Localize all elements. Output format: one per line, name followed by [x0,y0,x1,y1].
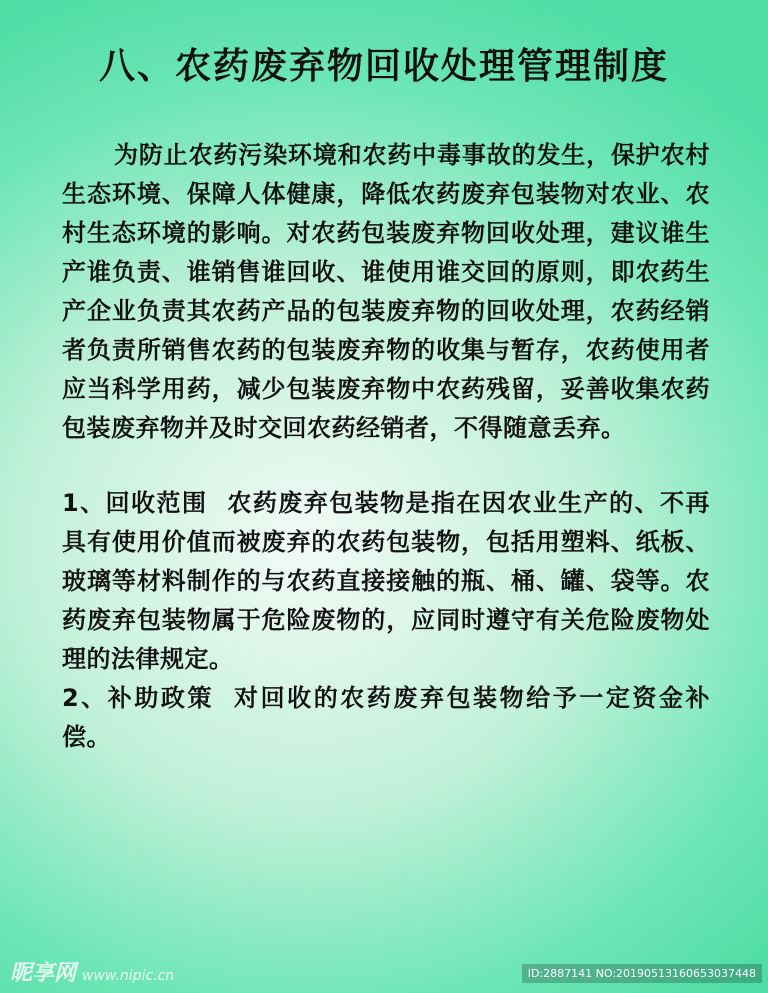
watermark-logo-text: 昵享网 [10,961,77,986]
section-heading: 1、回收范围 [62,489,208,517]
section-recycling-scope [62,484,710,679]
document-title: 八、农药废弃物回收处理管理制度 [98,46,669,87]
watermark-id: ID:2887141 NO:20190513160653037448 [522,964,762,983]
document-body [62,136,710,757]
section-heading: 2、补助政策 [62,684,215,712]
section-text: 农药废弃包装物是指在因农业生产的、不再具有使用价值而被废弃的农药包装物，包括用塑料、纸板、玻璃等材料制作的与农药直接接触的瓶、桶、罐、袋等。农药废弃包装物属于危险废物的，应同时遵守有关危险废物处理的法律规定。 [62,489,711,673]
watermark-logo [10,956,174,987]
intro-paragraph: 为防止农药污染环境和农药中毒事故的发生，保护农村生态环境、保障人体健康，降低农药废弃包装物对农业、农村生态环境的影响。对农药包装废弃物回收处理，建议谁生产谁负责、谁销售谁回收、谁使用谁交回的原则，即农药生产企业负责其农药产品的包装废弃物的回收处理，农药经销者负责所销售农药的包装废弃物的收集与暂存，农药使用者应当科学用药，减少包装废弃物中农药残留，妥善收集农药包装废弃物并及时交回农药经销者，不得随意丢弃。 [62,141,710,442]
section-subsidy-policy [62,679,710,757]
section-text: 对回收的农药废弃包装物给予一定资金补偿。 [62,684,711,751]
watermark-url: www.nipic.cn [82,968,175,984]
